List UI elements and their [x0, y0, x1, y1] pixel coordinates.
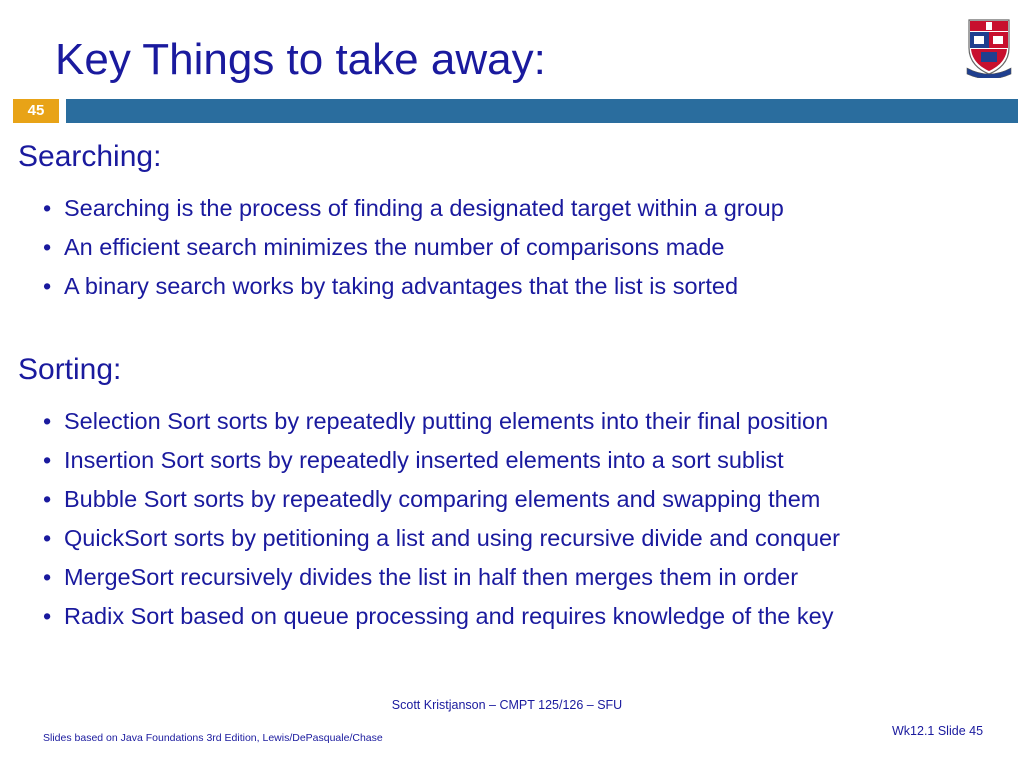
section-heading-searching: Searching:: [18, 140, 162, 173]
footer-slide-label: Wk12.1 Slide 45: [892, 724, 984, 738]
bullet-icon: •: [43, 408, 52, 434]
university-crest-icon: [965, 14, 1013, 78]
bullet-icon: •: [43, 195, 52, 221]
bullet-text: Searching is the process of finding a designated target within a group: [64, 195, 784, 221]
bullet-icon: •: [43, 486, 52, 512]
list-item: [43, 601, 840, 640]
footer-author: Scott Kristjanson – CMPT 125/126 – SFU: [391, 698, 623, 712]
bullet-text: Bubble Sort sorts by repeatedly comparing elements and swapping them: [64, 486, 821, 512]
bullet-text: An efficient search minimizes the number of comparisons made: [64, 234, 725, 260]
list-item: [43, 484, 840, 523]
bullet-icon: •: [43, 525, 52, 551]
section-heading-sorting: Sorting:: [18, 353, 122, 386]
list-item: [43, 562, 840, 601]
bullet-text: A binary search works by taking advantages that the list is sorted: [64, 273, 739, 299]
list-item: [43, 445, 840, 484]
bullet-icon: •: [43, 273, 52, 299]
list-item: [43, 523, 840, 562]
bullet-text: MergeSort recursively divides the list in half then merges them in order: [64, 564, 799, 590]
sorting-bullet-list: [43, 406, 840, 640]
bullet-text: Radix Sort based on queue processing and requires knowledge of the key: [64, 603, 834, 629]
list-item: [43, 406, 840, 445]
searching-bullet-list: [43, 193, 784, 310]
bullet-icon: •: [43, 234, 52, 260]
header-rule-bar: [66, 99, 1018, 123]
list-item: [43, 271, 784, 310]
list-item: [43, 232, 784, 271]
slide-number-badge: 45: [13, 99, 59, 123]
bullet-text: Selection Sort sorts by repeatedly putting elements into their final position: [64, 408, 829, 434]
list-item: [43, 193, 784, 232]
bullet-icon: •: [43, 447, 52, 473]
bullet-icon: •: [43, 564, 52, 590]
footer-attribution: Slides based on Java Foundations 3rd Edition, Lewis/DePasquale/Chase: [43, 732, 383, 744]
bullet-text: Insertion Sort sorts by repeatedly inserted elements into a sort sublist: [64, 447, 784, 473]
slide-title: Key Things to take away:: [55, 35, 546, 84]
bullet-text: QuickSort sorts by petitioning a list and using recursive divide and conquer: [64, 525, 840, 551]
bullet-icon: •: [43, 603, 52, 629]
